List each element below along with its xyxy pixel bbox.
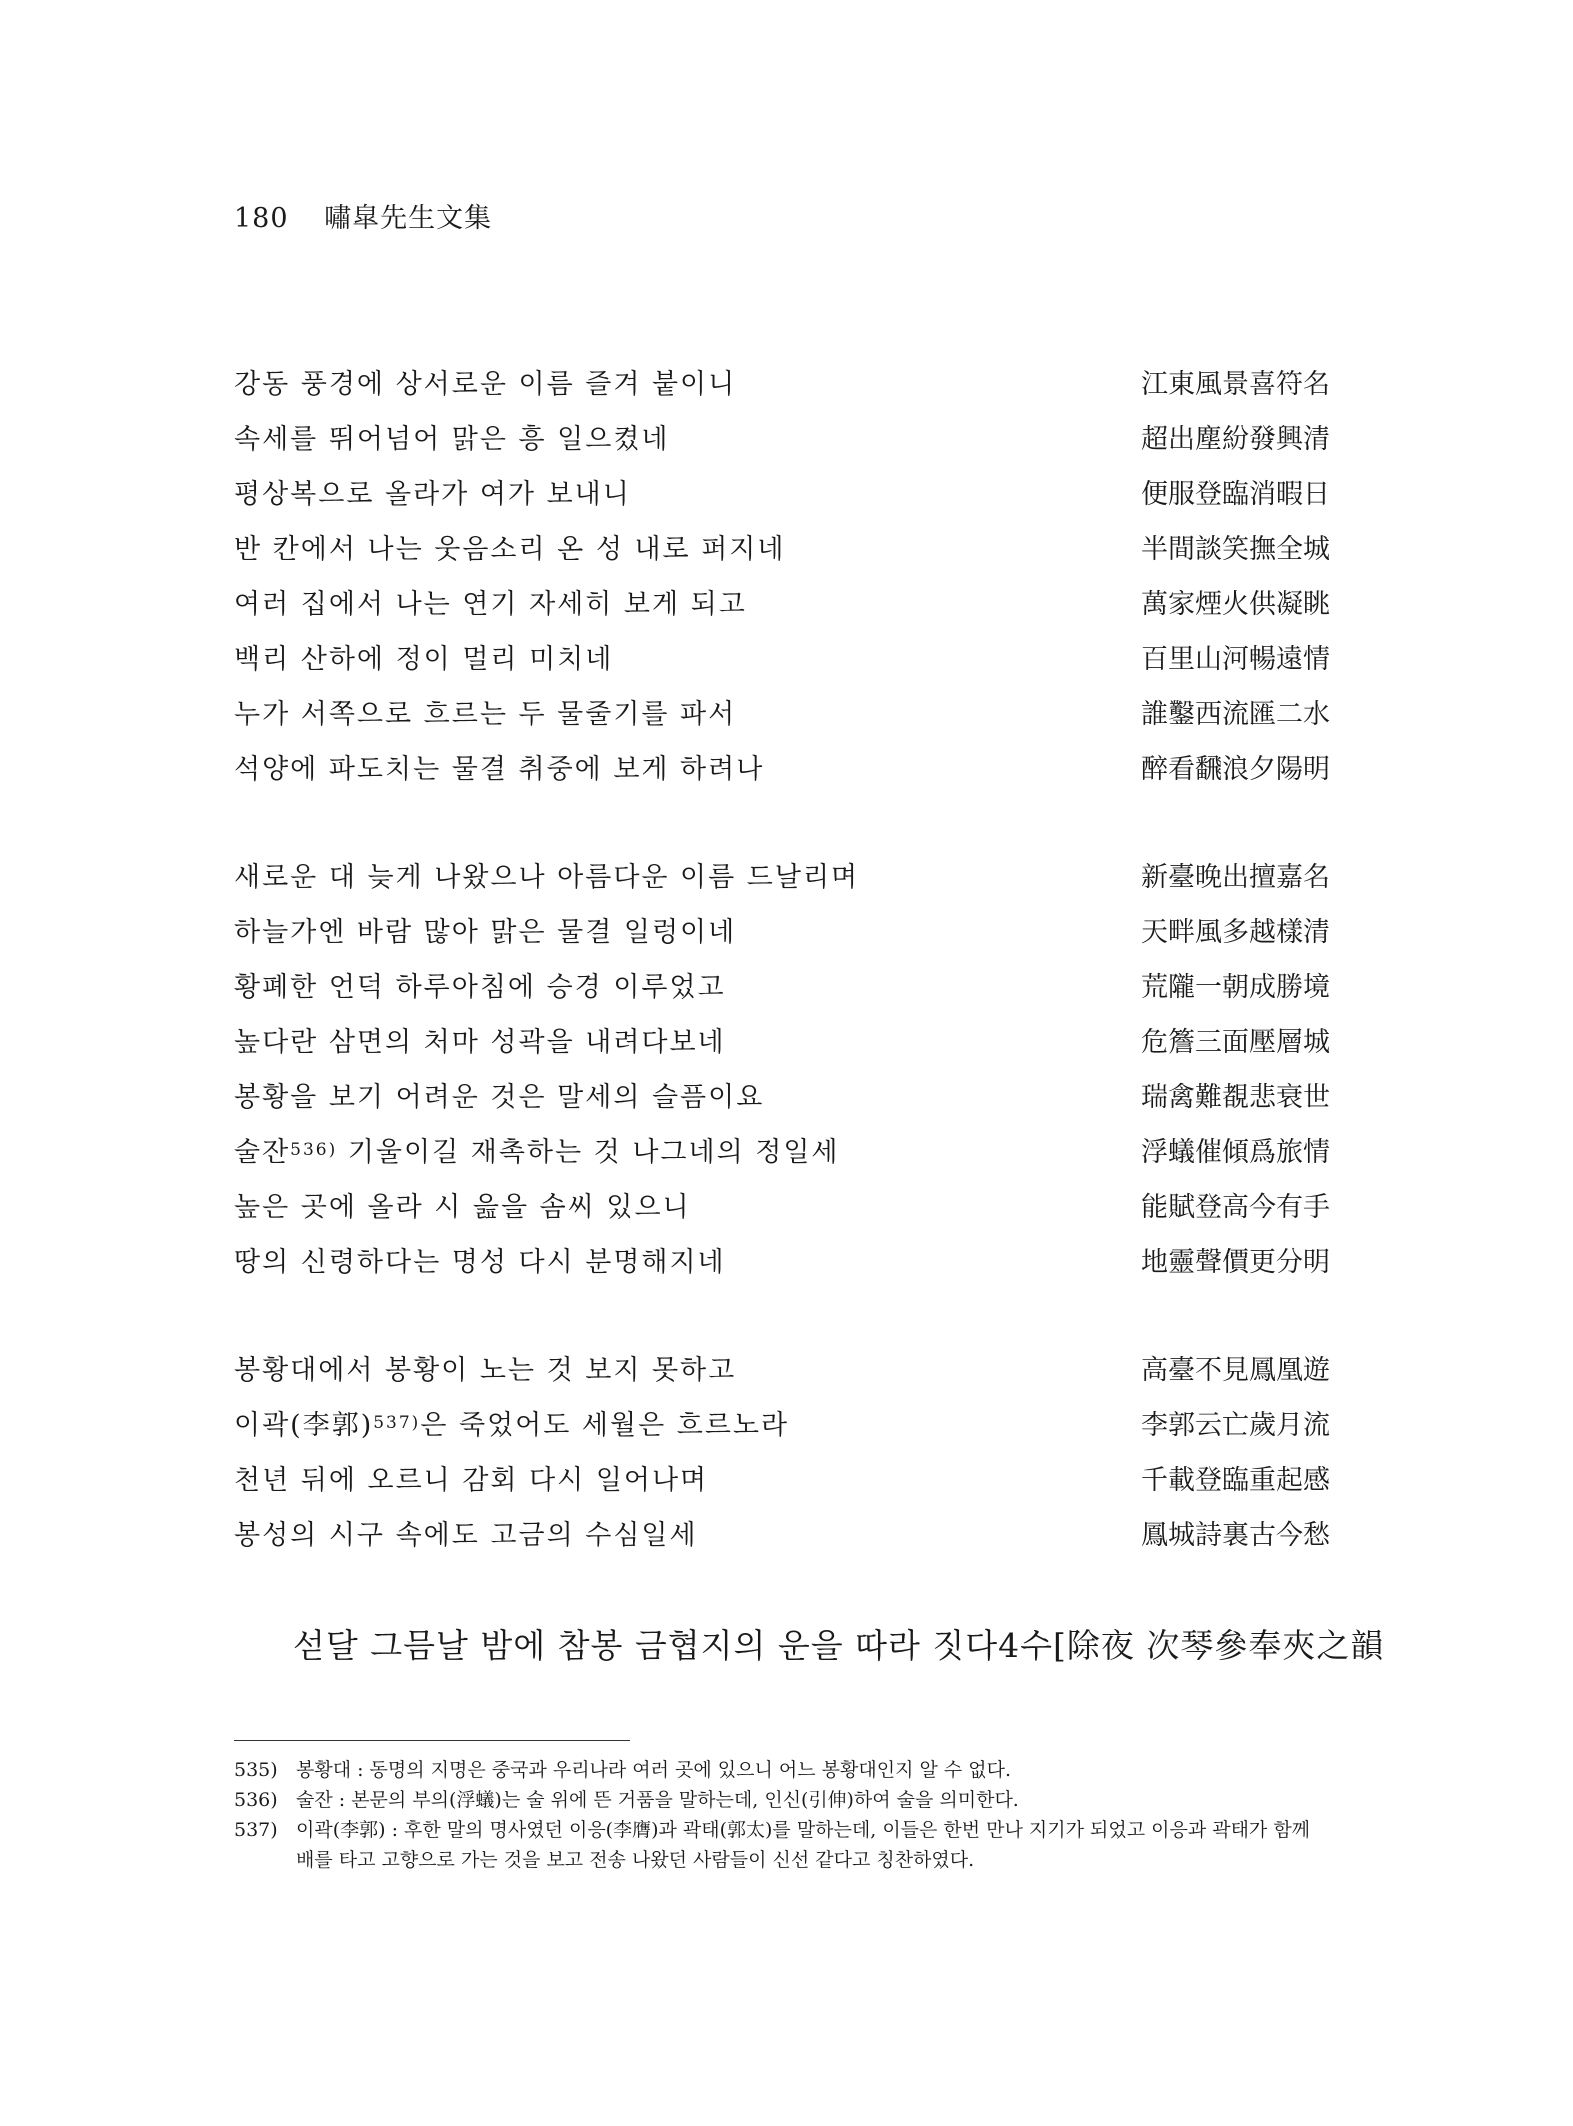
footnote-number: 535) <box>234 1759 278 1781</box>
footnote-number: 536) <box>234 1789 278 1811</box>
poem-line <box>234 910 1330 965</box>
korean-verse: 높은 곳에 올라 시 읊을 솜씨 있으니 <box>234 1192 691 1223</box>
poem-line <box>234 965 1330 1020</box>
hanmun-verse: 地靈聲價更分明 <box>1141 1247 1330 1278</box>
korean-verse: 봉성의 시구 속에도 고금의 수심일세 <box>234 1520 698 1551</box>
hanmun-verse: 誰鑿西流匯二水 <box>1141 699 1330 730</box>
poem-line <box>234 1458 1330 1513</box>
verse-text: 술잔 <box>234 1137 291 1168</box>
hanmun-verse: 能賦登高今有手 <box>1141 1192 1330 1223</box>
korean-verse: 봉황대에서 봉황이 노는 것 보지 못하고 <box>234 1355 737 1386</box>
korean-verse: 반 칸에서 나는 웃음소리 온 성 내로 퍼지네 <box>234 534 786 565</box>
korean-verse: 하늘가엔 바람 많아 맑은 물결 일렁이네 <box>234 917 737 948</box>
poem-line <box>234 1348 1330 1403</box>
korean-verse: 강동 풍경에 상서로운 이름 즐겨 붙이니 <box>234 369 737 400</box>
hanmun-verse: 百里山河暢遠情 <box>1141 644 1330 675</box>
book-title: 嘯皐先生文集 <box>324 203 493 234</box>
hanmun-verse: 李郭云亡歲月流 <box>1141 1410 1330 1441</box>
hanmun-verse: 千載登臨重起感 <box>1141 1465 1330 1496</box>
footnotes <box>234 1755 1334 1875</box>
poem-line <box>234 855 1330 910</box>
hanmun-verse: 江東風景喜符名 <box>1141 369 1330 400</box>
hanmun-verse: 浮蟻催傾爲旅情 <box>1141 1137 1330 1168</box>
hanmun-verse: 超出塵紛發興清 <box>1141 424 1330 455</box>
poem-line <box>234 1403 1330 1458</box>
korean-verse: 봉황을 보기 어려운 것은 말세의 슬픔이요 <box>234 1082 765 1113</box>
korean-verse: 백리 산하에 정이 멀리 미치네 <box>234 644 614 675</box>
footnote-text: 이곽(李郭) : 후한 말의 명사였던 이응(李膺)과 곽태(郭太)를 말하는데, 이들은 한번 만나 지기가 되었고 이응과 곽태가 함께 배를 타고 고향으로 가는 것을 보고 전송 나왔던 사람들이 신선 같다고 칭찬하였다. <box>296 1819 1311 1871</box>
page-number: 180 <box>234 203 289 234</box>
verse-text: 은 죽었어도 세월은 흐르노라 <box>420 1410 790 1441</box>
poem-line <box>234 527 1330 582</box>
poem-line <box>234 582 1330 637</box>
verse-text: 이곽(李郭) <box>234 1410 374 1441</box>
verse-text: 기울이길 재촉하는 것 나그네의 정일세 <box>337 1137 840 1168</box>
footnote-ref-536[interactable]: 536) <box>290 1140 338 1160</box>
hanmun-verse: 醉看飜浪夕陽明 <box>1141 754 1330 785</box>
korean-verse: 누가 서쪽으로 흐르는 두 물줄기를 파서 <box>234 699 737 730</box>
footnote-536 <box>234 1785 1334 1815</box>
hanmun-verse: 荒隴一朝成勝境 <box>1141 972 1330 1003</box>
poem-stanza-2 <box>234 855 1330 1295</box>
hanmun-verse: 瑞禽難覩悲衰世 <box>1141 1082 1330 1113</box>
poem-line <box>234 472 1330 527</box>
poem-line <box>234 1513 1330 1568</box>
poem-line <box>234 417 1330 472</box>
hanmun-verse: 萬家煙火供凝眺 <box>1141 589 1330 620</box>
footnote-ref-537[interactable]: 537) <box>373 1413 421 1433</box>
poem-line <box>234 1185 1330 1240</box>
korean-verse: 땅의 신령하다는 명성 다시 분명해지네 <box>234 1247 726 1278</box>
poem-line <box>234 637 1330 692</box>
korean-verse: 새로운 대 늦게 나왔으나 아름다운 이름 드날리며 <box>234 862 860 893</box>
footnote-text: 봉황대 : 동명의 지명은 중국과 우리나라 여러 곳에 있으니 어느 봉황대인지 알 수 없다. <box>296 1759 1011 1781</box>
korean-verse <box>234 1403 789 1442</box>
footnote-text: 술잔 : 본문의 부의(浮蟻)는 술 위에 뜬 거품을 말하는데, 인신(引伸)하여 술을 의미한다. <box>296 1789 1019 1811</box>
page-header <box>234 196 492 235</box>
poem-line <box>234 1075 1330 1130</box>
footnote-535 <box>234 1755 1334 1785</box>
hanmun-verse: 便服登臨消暇日 <box>1141 479 1330 510</box>
poem-line <box>234 692 1330 747</box>
hanmun-verse: 天畔風多越樣清 <box>1141 917 1330 948</box>
footnote-number: 537) <box>234 1819 278 1841</box>
korean-verse: 황폐한 언덕 하루아침에 승경 이루었고 <box>234 972 726 1003</box>
hanmun-verse: 半間談笑撫全城 <box>1141 534 1330 565</box>
hanmun-verse: 新臺晚出擅嘉名 <box>1141 862 1330 893</box>
poem-line <box>234 1020 1330 1075</box>
korean-verse <box>234 1130 840 1169</box>
footnote-537 <box>234 1815 1334 1875</box>
poem-line <box>234 747 1330 802</box>
poem-line <box>234 1240 1330 1295</box>
poem-line <box>234 362 1330 417</box>
korean-verse: 높다란 삼면의 처마 성곽을 내려다보네 <box>234 1027 726 1058</box>
poem-stanza-1 <box>234 362 1330 802</box>
poem-title: 섣달 그믐날 밤에 참봉 금협지의 운을 따라 짓다4수[除夜 次琴參奉夾之韻 <box>293 1626 1385 1665</box>
poem-stanza-3 <box>234 1348 1330 1568</box>
korean-verse: 천년 뒤에 오르니 감회 다시 일어나며 <box>234 1465 709 1496</box>
korean-verse: 석양에 파도치는 물결 취중에 보게 하려나 <box>234 754 765 785</box>
korean-verse: 여러 집에서 나는 연기 자세히 보게 되고 <box>234 589 747 620</box>
korean-verse: 평상복으로 올라가 여가 보내니 <box>234 479 631 510</box>
poem-line <box>234 1130 1330 1185</box>
hanmun-verse: 危簷三面壓層城 <box>1141 1027 1330 1058</box>
korean-verse: 속세를 뛰어넘어 맑은 흥 일으켰네 <box>234 424 670 455</box>
footnote-divider <box>234 1740 630 1741</box>
hanmun-verse: 高臺不見鳳凰遊 <box>1141 1355 1330 1386</box>
hanmun-verse: 鳳城詩裏古今愁 <box>1141 1520 1330 1551</box>
